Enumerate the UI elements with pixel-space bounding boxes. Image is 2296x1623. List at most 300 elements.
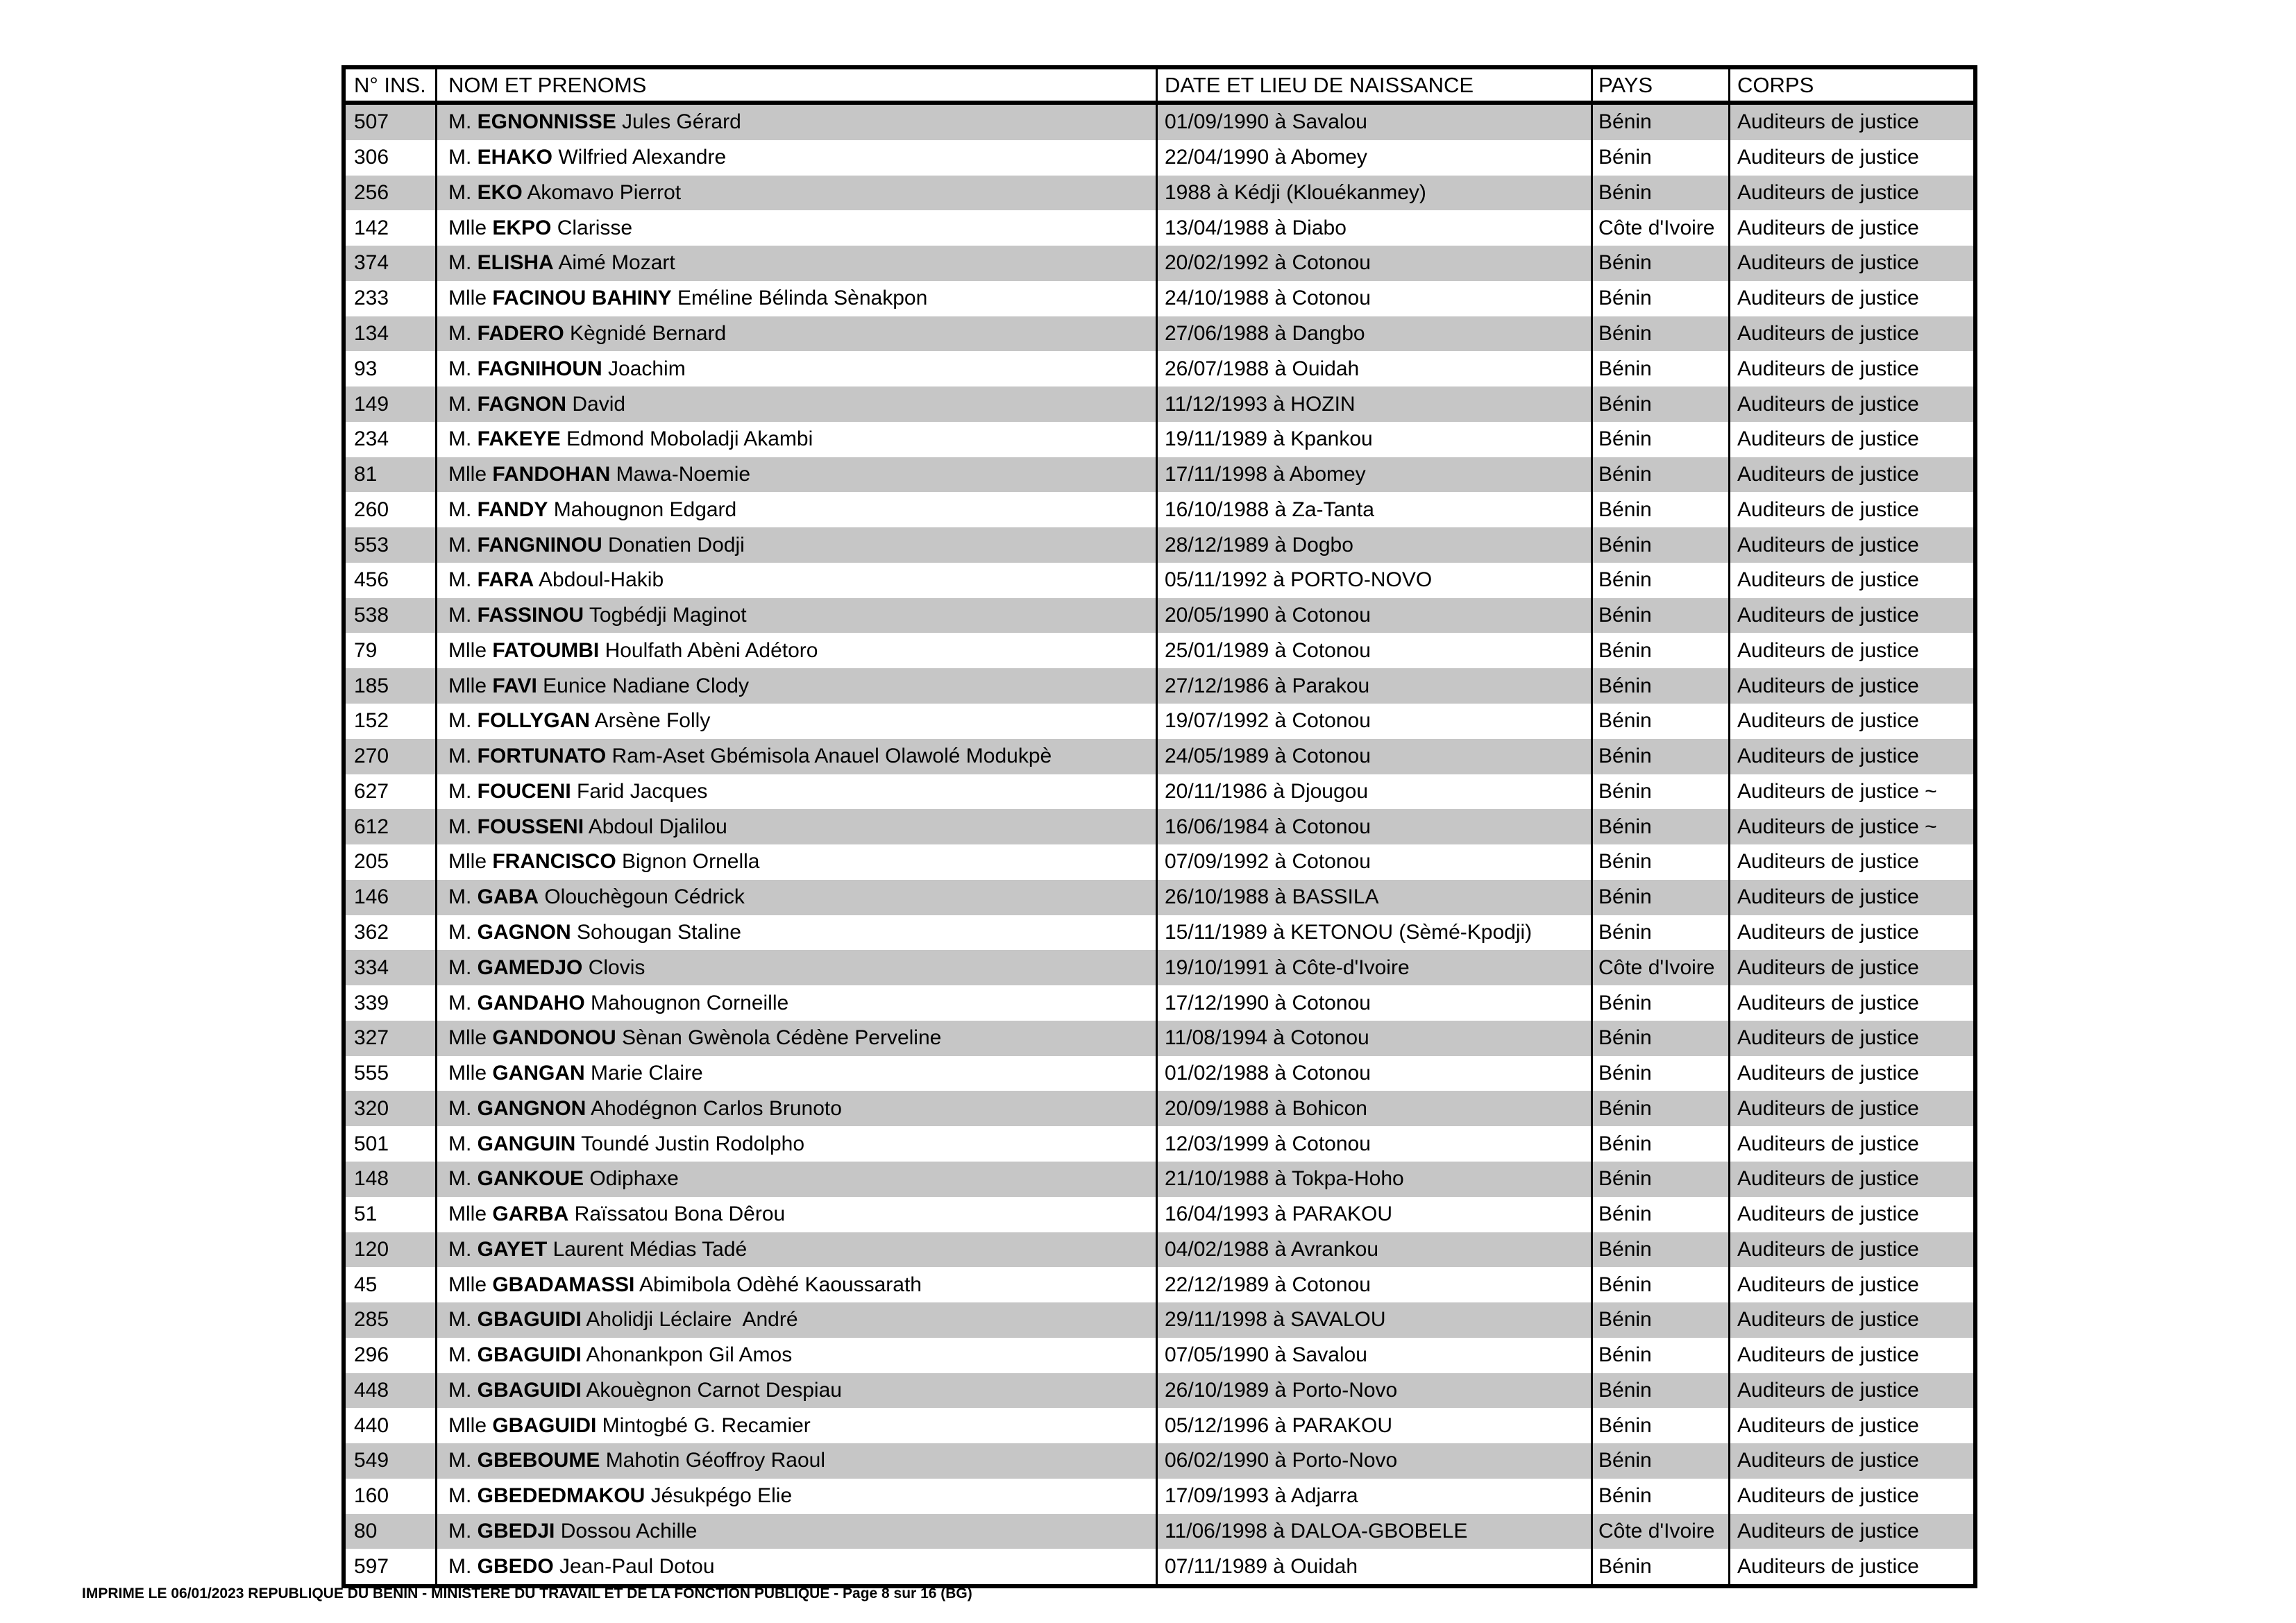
cell-date-naissance: 11/08/1994 à Cotonou (1156, 1021, 1591, 1056)
cell-date-naissance: 22/12/1989 à Cotonou (1156, 1267, 1591, 1302)
cell-pays: Bénin (1591, 316, 1728, 352)
civility-label: M. (448, 1520, 478, 1543)
given-names-text: Jean-Paul Dotou (553, 1554, 715, 1578)
surname-text: GANGUIN (477, 1132, 576, 1155)
cell-date-naissance: 01/02/1988 à Cotonou (1156, 1056, 1591, 1091)
cell-num-ins: 149 (354, 392, 389, 416)
cell-date-naissance: 20/05/1990 à Cotonou (1156, 598, 1591, 634)
cell-corps: Auditeurs de justice (1728, 1302, 1973, 1338)
cell-corps: Auditeurs de justice (1728, 844, 1973, 880)
cell-pays: Bénin (1591, 1549, 1728, 1584)
cell-date-naissance: 20/09/1988 à Bohicon (1156, 1091, 1591, 1126)
surname-text: FANGNINOU (477, 533, 602, 556)
cell-corps: Auditeurs de justice (1728, 1126, 1973, 1162)
cell-nom-prenoms (435, 210, 1156, 246)
cell-date-naissance: 26/10/1989 à Porto-Novo (1156, 1373, 1591, 1409)
table-row (346, 844, 1973, 880)
cell-corps: Auditeurs de justice (1728, 1056, 1973, 1091)
table-row (346, 1373, 1973, 1409)
cell-corps: Auditeurs de justice (1728, 880, 1973, 915)
cell-num-ins: 260 (354, 498, 389, 521)
civility-label: M. (448, 604, 478, 627)
civility-label: M. (448, 1167, 478, 1191)
cell-num-ins: 555 (354, 1062, 389, 1085)
given-names-text: Mahougnon Edgard (548, 498, 737, 521)
surname-text: GBADAMASSI (492, 1273, 635, 1296)
cell-nom-prenoms (435, 457, 1156, 493)
cell-nom-prenoms (435, 774, 1156, 810)
cell-corps: Auditeurs de justice (1728, 1091, 1973, 1126)
table-row (346, 633, 1973, 668)
surname-text: FARA (477, 568, 534, 592)
surname-text: EGNONNISSE (477, 110, 616, 134)
cell-date-naissance: 17/12/1990 à Cotonou (1156, 985, 1591, 1021)
surname-text: GBAGUIDI (477, 1308, 582, 1332)
table-row (346, 774, 1973, 810)
cell-pays: Bénin (1591, 527, 1728, 563)
cell-corps: Auditeurs de justice (1728, 281, 1973, 316)
given-names-text: Laurent Médias Tadé (547, 1237, 748, 1261)
given-names-text: Odiphaxe (584, 1167, 679, 1191)
table-row (346, 915, 1973, 951)
cell-nom-prenoms (435, 950, 1156, 985)
civility-label: M. (448, 180, 478, 204)
cell-date-naissance: 20/11/1986 à Djougou (1156, 774, 1591, 810)
cell-num-ins: 549 (354, 1449, 389, 1472)
cell-pays: Bénin (1591, 809, 1728, 844)
civility-label: Mlle (448, 463, 493, 486)
given-names-text: Ram-Aset Gbémisola Anauel Olawolé Modukpè (606, 745, 1052, 768)
cell-nom-prenoms (435, 915, 1156, 951)
cell-pays: Côte d'Ivoire (1591, 950, 1728, 985)
cell-corps: Auditeurs de justice (1728, 985, 1973, 1021)
table-row (346, 351, 1973, 386)
cell-date-naissance: 01/09/1990 à Savalou (1156, 105, 1591, 140)
cell-corps: Auditeurs de justice (1728, 246, 1973, 281)
table-row (346, 668, 1973, 704)
cell-num-ins: 81 (354, 463, 378, 486)
cell-nom-prenoms (435, 246, 1156, 281)
cell-corps: Auditeurs de justice ~ (1728, 774, 1973, 810)
cell-corps: Auditeurs de justice (1728, 1338, 1973, 1373)
surname-text: FANDY (477, 498, 548, 521)
cell-nom-prenoms (435, 140, 1156, 176)
table-row (346, 246, 1973, 281)
cell-pays: Bénin (1591, 492, 1728, 527)
table-row (346, 598, 1973, 634)
cell-pays: Bénin (1591, 176, 1728, 211)
surname-text: GBEDJI (477, 1520, 555, 1543)
given-names-text: Abdoul-Hakib (534, 568, 664, 592)
cell-nom-prenoms (435, 704, 1156, 739)
surname-text: GARBA (492, 1203, 569, 1226)
table-header-row (346, 69, 1973, 105)
cell-nom-prenoms (435, 1126, 1156, 1162)
table-row (346, 457, 1973, 493)
cell-num-ins: 440 (354, 1413, 389, 1437)
cell-num-ins: 501 (354, 1132, 389, 1155)
given-names-text: Ahodégnon Carlos Brunoto (586, 1096, 842, 1120)
cell-num-ins: 185 (354, 674, 389, 697)
cell-nom-prenoms (435, 1443, 1156, 1479)
cell-pays: Bénin (1591, 668, 1728, 704)
cell-corps: Auditeurs de justice (1728, 1162, 1973, 1197)
civility-label: M. (448, 779, 478, 803)
given-names-text: Mahougnon Corneille (584, 991, 789, 1014)
table-row (346, 1056, 1973, 1091)
civility-label: Mlle (448, 1413, 493, 1437)
cell-date-naissance: 26/10/1988 à BASSILA (1156, 880, 1591, 915)
cell-date-naissance: 06/02/1990 à Porto-Novo (1156, 1443, 1591, 1479)
cell-date-naissance: 04/02/1988 à Avrankou (1156, 1232, 1591, 1268)
table-row (346, 809, 1973, 844)
cell-date-naissance: 05/11/1992 à PORTO-NOVO (1156, 563, 1591, 598)
given-names-text: Mahotin Géoffroy Raoul (600, 1449, 825, 1472)
cell-date-naissance: 27/12/1986 à Parakou (1156, 668, 1591, 704)
cell-num-ins: 51 (354, 1203, 378, 1226)
civility-label: M. (448, 427, 478, 451)
table-row (346, 1126, 1973, 1162)
surname-text: GBEDEDMAKOU (477, 1484, 645, 1508)
table-row (346, 422, 1973, 457)
cell-date-naissance: 17/09/1993 à Adjarra (1156, 1479, 1591, 1514)
cell-date-naissance: 25/01/1989 à Cotonou (1156, 633, 1591, 668)
surname-text: FAVI (492, 674, 537, 697)
print-footer: IMPRIME LE 06/01/2023 REPUBLIQUE DU BENIN - MINISTERE DU TRAVAIL ET DE LA FONCTION PUBLIQUE - Page 8 sur 16 (BG) (82, 1586, 972, 1601)
table-row (346, 1514, 1973, 1549)
cell-pays: Bénin (1591, 633, 1728, 668)
cell-corps: Auditeurs de justice (1728, 351, 1973, 386)
civility-label: M. (448, 1237, 478, 1261)
cell-nom-prenoms (435, 1021, 1156, 1056)
cell-pays: Bénin (1591, 140, 1728, 176)
cell-pays: Bénin (1591, 422, 1728, 457)
cell-num-ins: 612 (354, 815, 389, 838)
cell-pays: Bénin (1591, 1091, 1728, 1126)
table-row (346, 704, 1973, 739)
civility-label: Mlle (448, 638, 493, 662)
civility-label: M. (448, 251, 478, 275)
cell-num-ins: 152 (354, 709, 389, 733)
cell-num-ins: 306 (354, 146, 389, 169)
registry-table (341, 65, 1977, 1588)
cell-date-naissance: 13/04/1988 à Diabo (1156, 210, 1591, 246)
cell-num-ins: 205 (354, 850, 389, 874)
civility-label: Mlle (448, 216, 493, 239)
cell-pays: Bénin (1591, 563, 1728, 598)
cell-nom-prenoms (435, 527, 1156, 563)
cell-nom-prenoms (435, 1373, 1156, 1409)
cell-corps: Auditeurs de justice (1728, 1232, 1973, 1268)
given-names-text: Joachim (602, 357, 686, 380)
cell-num-ins: 93 (354, 357, 378, 380)
cell-nom-prenoms (435, 105, 1156, 140)
cell-pays: Bénin (1591, 1267, 1728, 1302)
cell-corps: Auditeurs de justice (1728, 457, 1973, 493)
cell-corps: Auditeurs de justice (1728, 739, 1973, 774)
cell-date-naissance: 24/05/1989 à Cotonou (1156, 739, 1591, 774)
table-row (346, 1338, 1973, 1373)
col-header-date-naissance: DATE ET LIEU DE NAISSANCE (1156, 69, 1591, 101)
cell-pays: Bénin (1591, 457, 1728, 493)
cell-nom-prenoms (435, 1479, 1156, 1514)
cell-num-ins: 334 (354, 955, 389, 979)
civility-label: M. (448, 1554, 478, 1578)
cell-num-ins: 160 (354, 1484, 389, 1508)
cell-date-naissance: 11/06/1998 à DALOA-GBOBELE (1156, 1514, 1591, 1549)
surname-text: GBEDO (477, 1554, 554, 1578)
cell-pays: Bénin (1591, 704, 1728, 739)
surname-text: GAMEDJO (477, 955, 583, 979)
surname-text: GANGAN (492, 1062, 585, 1085)
col-header-nom-prenoms: NOM ET PRENOMS (435, 69, 1156, 101)
cell-corps: Auditeurs de justice (1728, 1443, 1973, 1479)
cell-nom-prenoms (435, 1338, 1156, 1373)
given-names-text: Edmond Moboladji Akambi (560, 427, 813, 451)
cell-num-ins: 79 (354, 638, 378, 662)
cell-pays: Bénin (1591, 1232, 1728, 1268)
surname-text: FATOUMBI (492, 638, 600, 662)
cell-nom-prenoms (435, 985, 1156, 1021)
cell-date-naissance: 21/10/1988 à Tokpa-Hoho (1156, 1162, 1591, 1197)
cell-num-ins: 627 (354, 779, 389, 803)
given-names-text: Mintogbé G. Recamier (596, 1413, 811, 1437)
cell-corps: Auditeurs de justice (1728, 633, 1973, 668)
cell-corps: Auditeurs de justice (1728, 422, 1973, 457)
civility-label: M. (448, 1096, 478, 1120)
cell-date-naissance: 16/06/1984 à Cotonou (1156, 809, 1591, 844)
cell-date-naissance: 15/11/1989 à KETONOU (Sèmé-Kpodji) (1156, 915, 1591, 951)
surname-text: FORTUNATO (477, 745, 607, 768)
given-names-text: Clovis (582, 955, 645, 979)
cell-date-naissance: 05/12/1996 à PARAKOU (1156, 1408, 1591, 1443)
cell-pays: Bénin (1591, 1338, 1728, 1373)
civility-label: Mlle (448, 1273, 493, 1296)
cell-nom-prenoms (435, 844, 1156, 880)
cell-corps: Auditeurs de justice ~ (1728, 809, 1973, 844)
cell-num-ins: 120 (354, 1237, 389, 1261)
cell-corps: Auditeurs de justice (1728, 668, 1973, 704)
given-names-text: Toundé Justin Rodolpho (575, 1132, 805, 1155)
surname-text: GANDAHO (477, 991, 585, 1014)
given-names-text: Abdoul Djalilou (584, 815, 727, 838)
col-header-num-ins: N° INS. (354, 73, 426, 97)
given-names-text: Sohougan Staline (571, 920, 741, 944)
cell-pays: Bénin (1591, 1162, 1728, 1197)
cell-corps: Auditeurs de justice (1728, 1021, 1973, 1056)
table-row (346, 1021, 1973, 1056)
cell-pays: Bénin (1591, 1443, 1728, 1479)
table-row (346, 563, 1973, 598)
surname-text: FRANCISCO (492, 850, 616, 874)
cell-corps: Auditeurs de justice (1728, 140, 1973, 176)
table-row (346, 1197, 1973, 1232)
civility-label: M. (448, 321, 478, 345)
civility-label: M. (448, 357, 478, 380)
surname-text: FACINOU BAHINY (492, 287, 672, 310)
cell-num-ins: 538 (354, 604, 389, 627)
cell-date-naissance: 26/07/1988 à Ouidah (1156, 351, 1591, 386)
cell-num-ins: 362 (354, 920, 389, 944)
cell-corps: Auditeurs de justice (1728, 915, 1973, 951)
cell-corps: Auditeurs de justice (1728, 1514, 1973, 1549)
cell-nom-prenoms (435, 809, 1156, 844)
cell-pays: Bénin (1591, 1197, 1728, 1232)
given-names-text: Houlfath Abèni Adétoro (599, 638, 818, 662)
given-names-text: Dossou Achille (555, 1520, 698, 1543)
given-names-text: Bignon Ornella (616, 850, 760, 874)
cell-nom-prenoms (435, 1232, 1156, 1268)
col-header-corps: CORPS (1728, 69, 1973, 101)
table-row (346, 1267, 1973, 1302)
cell-pays: Bénin (1591, 1302, 1728, 1338)
cell-pays: Bénin (1591, 281, 1728, 316)
cell-nom-prenoms (435, 281, 1156, 316)
table-row (346, 1232, 1973, 1268)
cell-date-naissance: 16/10/1988 à Za-Tanta (1156, 492, 1591, 527)
cell-corps: Auditeurs de justice (1728, 105, 1973, 140)
cell-pays: Bénin (1591, 844, 1728, 880)
cell-pays: Bénin (1591, 1408, 1728, 1443)
cell-corps: Auditeurs de justice (1728, 563, 1973, 598)
cell-corps: Auditeurs de justice (1728, 950, 1973, 985)
table-row (346, 950, 1973, 985)
civility-label: M. (448, 1484, 478, 1508)
given-names-text: Togbédji Maginot (584, 604, 747, 627)
given-names-text: Aholidji Léclaire André (581, 1308, 798, 1332)
cell-nom-prenoms (435, 1267, 1156, 1302)
cell-pays: Bénin (1591, 351, 1728, 386)
civility-label: Mlle (448, 674, 493, 697)
cell-nom-prenoms (435, 633, 1156, 668)
civility-label: Mlle (448, 850, 493, 874)
cell-corps: Auditeurs de justice (1728, 1267, 1973, 1302)
civility-label: M. (448, 498, 478, 521)
surname-text: GANGNON (477, 1096, 586, 1120)
table-row (346, 880, 1973, 915)
cell-num-ins: 45 (354, 1273, 378, 1296)
table-row (346, 1302, 1973, 1338)
table-body (346, 105, 1973, 1584)
cell-num-ins: 148 (354, 1167, 389, 1191)
civility-label: M. (448, 815, 478, 838)
given-names-text: David (566, 392, 626, 416)
cell-num-ins: 285 (354, 1308, 389, 1332)
cell-nom-prenoms (435, 422, 1156, 457)
surname-text: EKO (477, 180, 523, 204)
cell-num-ins: 597 (354, 1554, 389, 1578)
civility-label: M. (448, 1378, 478, 1402)
given-names-text: Olouchègoun Cédrick (539, 885, 745, 909)
surname-text: EHAKO (477, 146, 553, 169)
given-names-text: Abimibola Odèhé Kaoussarath (634, 1273, 922, 1296)
col-header-pays: PAYS (1591, 69, 1728, 101)
surname-text: FOLLYGAN (477, 709, 590, 733)
given-names-text: Raïssatou Bona Dêrou (568, 1203, 786, 1226)
cell-corps: Auditeurs de justice (1728, 1373, 1973, 1409)
cell-date-naissance: 29/11/1998 à SAVALOU (1156, 1302, 1591, 1338)
cell-nom-prenoms (435, 1197, 1156, 1232)
cell-date-naissance: 19/07/1992 à Cotonou (1156, 704, 1591, 739)
cell-num-ins: 270 (354, 745, 389, 768)
cell-num-ins: 553 (354, 533, 389, 556)
table-row (346, 1479, 1973, 1514)
cell-pays: Bénin (1591, 105, 1728, 140)
given-names-text: Donatien Dodji (602, 533, 745, 556)
given-names-text: Jules Gérard (616, 110, 741, 134)
cell-pays: Bénin (1591, 246, 1728, 281)
table-row (346, 386, 1973, 422)
surname-text: ELISHA (477, 251, 554, 275)
civility-label: M. (448, 885, 478, 909)
cell-corps: Auditeurs de justice (1728, 316, 1973, 352)
surname-text: FOUCENI (477, 779, 571, 803)
cell-num-ins: 142 (354, 216, 389, 239)
cell-pays: Bénin (1591, 1479, 1728, 1514)
cell-date-naissance: 16/04/1993 à PARAKOU (1156, 1197, 1591, 1232)
surname-text: GAGNON (477, 920, 571, 944)
cell-pays: Bénin (1591, 386, 1728, 422)
cell-nom-prenoms (435, 351, 1156, 386)
cell-date-naissance: 20/02/1992 à Cotonou (1156, 246, 1591, 281)
cell-nom-prenoms (435, 1408, 1156, 1443)
table-row (346, 1549, 1973, 1584)
cell-corps: Auditeurs de justice (1728, 210, 1973, 246)
table-row (346, 1091, 1973, 1126)
cell-date-naissance: 12/03/1999 à Cotonou (1156, 1126, 1591, 1162)
cell-corps: Auditeurs de justice (1728, 492, 1973, 527)
cell-pays: Bénin (1591, 985, 1728, 1021)
cell-pays: Bénin (1591, 598, 1728, 634)
civility-label: M. (448, 920, 478, 944)
table-row (346, 210, 1973, 246)
civility-label: Mlle (448, 1062, 493, 1085)
table-row (346, 176, 1973, 211)
table-row (346, 985, 1973, 1021)
given-names-text: Mawa-Noemie (610, 463, 751, 486)
table-row (346, 739, 1973, 774)
civility-label: M. (448, 1132, 478, 1155)
surname-text: FANDOHAN (492, 463, 611, 486)
cell-num-ins: 146 (354, 885, 389, 909)
cell-corps: Auditeurs de justice (1728, 598, 1973, 634)
cell-pays: Bénin (1591, 880, 1728, 915)
cell-date-naissance: 1988 à Kédji (Klouékanmey) (1156, 176, 1591, 211)
cell-date-naissance: 11/12/1993 à HOZIN (1156, 386, 1591, 422)
civility-label: M. (448, 568, 478, 592)
cell-nom-prenoms (435, 1302, 1156, 1338)
table-row (346, 1162, 1973, 1197)
cell-corps: Auditeurs de justice (1728, 1197, 1973, 1232)
civility-label: M. (448, 709, 478, 733)
table-row (346, 492, 1973, 527)
cell-num-ins: 233 (354, 287, 389, 310)
surname-text: GABA (477, 885, 539, 909)
cell-num-ins: 134 (354, 321, 389, 345)
cell-nom-prenoms (435, 386, 1156, 422)
cell-corps: Auditeurs de justice (1728, 527, 1973, 563)
cell-num-ins: 320 (354, 1096, 389, 1120)
given-names-text: Akomavo Pierrot (522, 180, 682, 204)
cell-corps: Auditeurs de justice (1728, 176, 1973, 211)
cell-num-ins: 339 (354, 991, 389, 1014)
cell-num-ins: 507 (354, 110, 389, 134)
surname-text: GANKOUE (477, 1167, 584, 1191)
cell-pays: Bénin (1591, 915, 1728, 951)
cell-pays: Bénin (1591, 1056, 1728, 1091)
cell-nom-prenoms (435, 1162, 1156, 1197)
cell-date-naissance: 28/12/1989 à Dogbo (1156, 527, 1591, 563)
